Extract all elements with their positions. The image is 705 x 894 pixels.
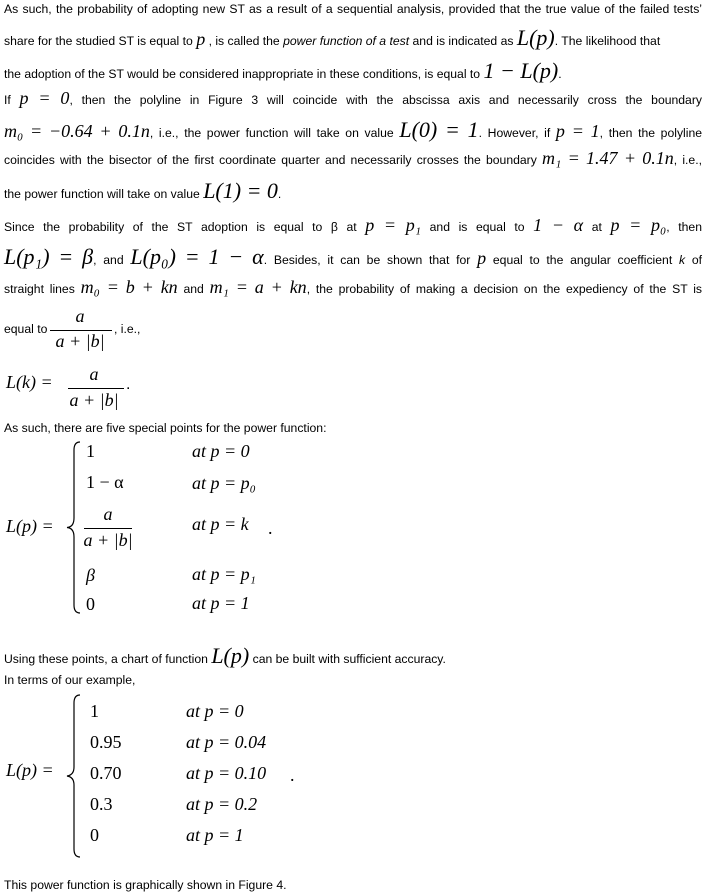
left-brace-icon (64, 693, 84, 859)
special-points-intro: As such, there are five special points for the power function: (4, 421, 327, 435)
example-value-1: 1 (90, 701, 99, 721)
formula-lk-lhs: L(k) = (6, 372, 53, 392)
para2-line1: If p = 0, then the polyline in Figure 3 will coincide with the abscissa axis and necessarily cross the boundary (4, 88, 702, 108)
formula-lk-numerator: a (89, 364, 99, 384)
para1-line2: share for the studied ST is equal to p , is called the power function of a test and is indicated as L(p). The likelihood that (4, 25, 661, 50)
para2-line2: m₀ = −0.64 + 0.1n, i.e., the power function will take on value L(0) = 1. However, if p = 1, then the polyline (4, 117, 703, 142)
case-value-1: 1 (86, 441, 95, 461)
example-condition-3: at p = 0.10 (186, 763, 267, 783)
example-condition-5: at p = 1 (186, 825, 244, 845)
math-one-minus-lp: 1 − L(p) (483, 58, 559, 83)
cases-lhs: L(p) = (6, 516, 54, 536)
example-value-5: 0 (90, 825, 99, 845)
para3-line3: straight lines m₀ = b + kn and m₁ = a + kn, the probability of making a decision on the expediency of the ST is (4, 277, 702, 297)
para3-line2: L(p₁) = β, and L(p₀) = 1 − α. Besides, it can be shown that for p equal to the angular coefficient k of (4, 244, 703, 269)
example-intro: In terms of our example, (4, 673, 136, 687)
para3-line4-tail: , i.e., (114, 322, 141, 336)
para3-line4-label: equal to (4, 322, 48, 336)
case-condition-4: at p = p₁ (192, 564, 256, 584)
case-value-4: β (86, 565, 95, 585)
para1-line3: the adoption of the ST would be considered inappropriate in these conditions, is equal to 1 − L(p). (4, 58, 562, 83)
case-value-2: 1 − α (86, 472, 124, 492)
example-condition-2: at p = 0.04 (186, 732, 267, 752)
example-condition-4: at p = 0.2 (186, 794, 258, 814)
formula-lk-end: . (126, 376, 131, 393)
fraction-denominator: a + |b| (55, 331, 105, 351)
math-lp: L(p) (516, 25, 555, 50)
para2-line3: coincides with the bisector of the first coordinate quarter and necessarily crosses the boundary m₁ = 1.47 + 0.1n, i.e., (4, 148, 702, 168)
fraction-numerator: a (75, 306, 85, 326)
case-value-3-numerator: a (103, 504, 113, 524)
para3-line1: Since the probability of the ST adoption is equal to β at p = p₁ and is equal to 1 − α at p = p₀, then (4, 215, 702, 235)
left-brace-icon (64, 440, 84, 615)
closing-sentence: This power function is graphically shown in Figure 4. (4, 878, 287, 892)
case-condition-2: at p = p₀ (192, 473, 256, 493)
chart-sentence: Using these points, a chart of function L(p) can be built with sufficient accuracy. (4, 643, 446, 668)
case-value-3-denominator: a + |b| (83, 530, 133, 550)
example-end-period: . (290, 765, 295, 785)
example-value-2: 0.95 (90, 732, 122, 752)
case-end-period: . (268, 518, 273, 538)
para2-line4: the power function will take on value L(1) = 0. (4, 178, 282, 203)
example-value-3: 0.70 (90, 763, 122, 783)
case-value-3-bar (84, 528, 132, 529)
para1-line1: As such, the probability of adopting new ST as a result of a sequential analysis, provided that the true value of the failed tests’ (4, 2, 702, 16)
case-condition-3: at p = k (192, 514, 249, 534)
example-value-4: 0.3 (90, 794, 113, 814)
example-condition-1: at p = 0 (186, 701, 244, 721)
example-cases-lhs: L(p) = (6, 760, 54, 780)
case-value-5: 0 (86, 594, 95, 614)
formula-lk-bar (68, 388, 124, 389)
case-condition-5: at p = 1 (192, 593, 250, 613)
formula-lk-denominator: a + |b| (69, 390, 119, 410)
case-condition-1: at p = 0 (192, 441, 250, 461)
